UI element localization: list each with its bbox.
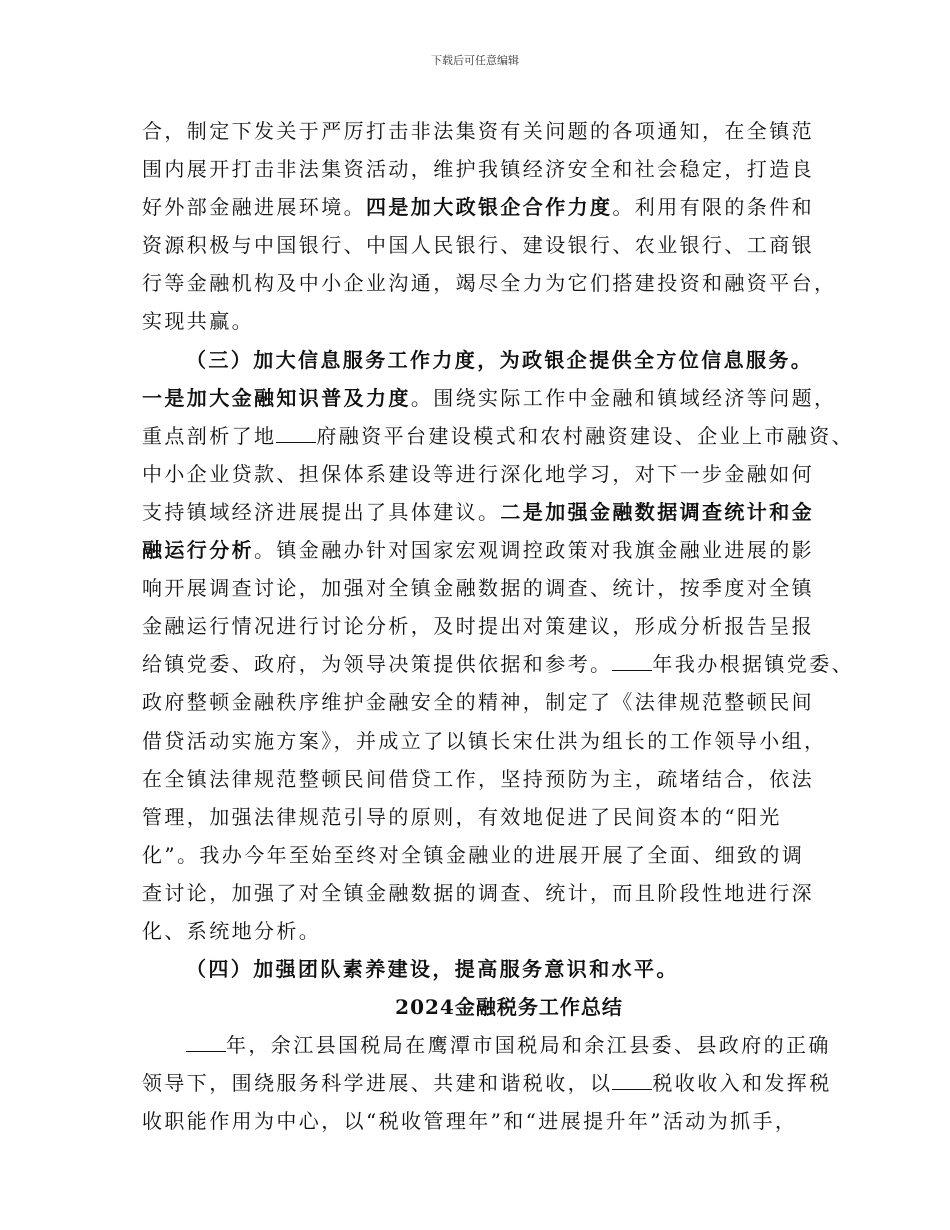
text-span: 重点剖析了地: [142, 423, 277, 448]
paragraph-line: [142, 379, 837, 417]
paragraph-line: [142, 1064, 832, 1102]
text-span: 年我办根据镇党委、: [652, 652, 855, 677]
paragraph-line: 政府整顿金融秩序维护金融安全的精神，制定了《法律规范整顿民间: [142, 690, 814, 715]
section-heading-4: （四）加强团队素养建设，提高服务意识和水平。: [186, 957, 679, 982]
bold-heading-span: 融运行分析: [142, 538, 254, 563]
paragraph-line: [142, 531, 832, 569]
blank-underline: [186, 1029, 226, 1052]
bold-heading-span: 四是加大政银企合作力度: [366, 195, 613, 220]
text-span: 。围绕实际工作中金融和镇域经济等问题，: [410, 385, 837, 410]
blank-underline: [612, 648, 652, 671]
paragraph-line: 在全镇法律规范整顿民间借贷工作，坚持预防为主，疏堵结合，依法: [142, 766, 814, 791]
paragraph-line: 收职能作用为中心，以“税收管理年”和“进展提升年”活动为抓手，: [142, 1109, 798, 1134]
paragraph-line: [142, 493, 832, 531]
paragraph-line: 金融运行情况进行讨论分析，及时提出对策建议，形成分析报告呈报: [142, 614, 814, 639]
text-span: 年，余江县国税局在鹰潭市国税局和余江县委、县政府的正确: [226, 1033, 831, 1058]
text-span: 支持镇域经济进展提出了具体建议。: [142, 499, 501, 524]
text-span: 府融资平台建设模式和农村融资建设、企业上市融资、: [316, 423, 855, 448]
paragraph-line: 合，制定下发关于严厉打击非法集资有关问题的各项通知，在全镇范: [142, 119, 814, 143]
section-heading-3: （三）加大信息服务工作力度，为政银企提供全方位信息服务。: [186, 347, 814, 372]
paragraph-line: 借贷活动实施方案》，并成立了以镇长宋仕洪为组长的工作领导小组，: [142, 728, 827, 753]
paragraph-line: 化”。我办今年至始至终对全镇金融业的进展开展了全面、细致的调: [142, 842, 805, 867]
text-span: 领导下，围绕服务科学进展、共建和谐税收，以: [142, 1071, 613, 1096]
paragraph-line: 围内展开打击非法集资活动，维护我镇经济安全和社会稳定，打造良: [142, 157, 814, 182]
document-title: 2024金融税务工作总结: [395, 995, 623, 1020]
bold-heading-span: 二是加强金融数据调查统计和金: [500, 499, 815, 524]
paragraph-line: 资源积极与中国银行、中国人民银行、建设银行、农业银行、工商银: [142, 233, 814, 258]
paragraph-line: 查讨论，加强了对全镇金融数据的调查、统计，而且阶段性地进行深: [142, 880, 814, 905]
text-span: 。镇金融办针对国家宏观调控政策对我旗金融业进展的影: [254, 538, 814, 563]
paragraph-line: 行等金融机构及中小企业沟通，竭尽全力为它们搭建投资和融资平台，: [142, 271, 837, 296]
text-span: 。利用有限的条件和: [612, 195, 815, 220]
paragraph-line: 管理，加强法律规范引导的原则，有效地促进了民间资本的“阳光: [142, 804, 782, 829]
text-span: 税收收入和发挥税: [652, 1071, 832, 1096]
blank-underline: [276, 420, 316, 443]
text-span: 好外部金融进展环境。: [142, 195, 366, 220]
paragraph-line: 响开展调查讨论，加强对全镇金融数据的调查、统计，按季度对全镇: [142, 576, 814, 601]
text-span: 给镇党委、政府，为领导决策提供依据和参考。: [142, 652, 613, 677]
blank-underline: [612, 1067, 652, 1090]
paragraph-line: 实现共赢。: [142, 309, 254, 334]
bold-heading-span: 一是加大金融知识普及力度: [142, 385, 411, 410]
paragraph-line: 中小企业贷款、担保体系建设等进行深化地学习，对下一步金融如何: [142, 461, 814, 486]
paragraph-line: [142, 1026, 832, 1064]
paragraph-line: [142, 645, 855, 683]
paragraph-line: [142, 188, 832, 226]
page-header: 下载后可任意编辑: [431, 54, 519, 67]
paragraph-line: [142, 417, 855, 455]
paragraph-line: 化、系统地分析。: [142, 918, 322, 943]
document-body: [142, 112, 855, 1141]
